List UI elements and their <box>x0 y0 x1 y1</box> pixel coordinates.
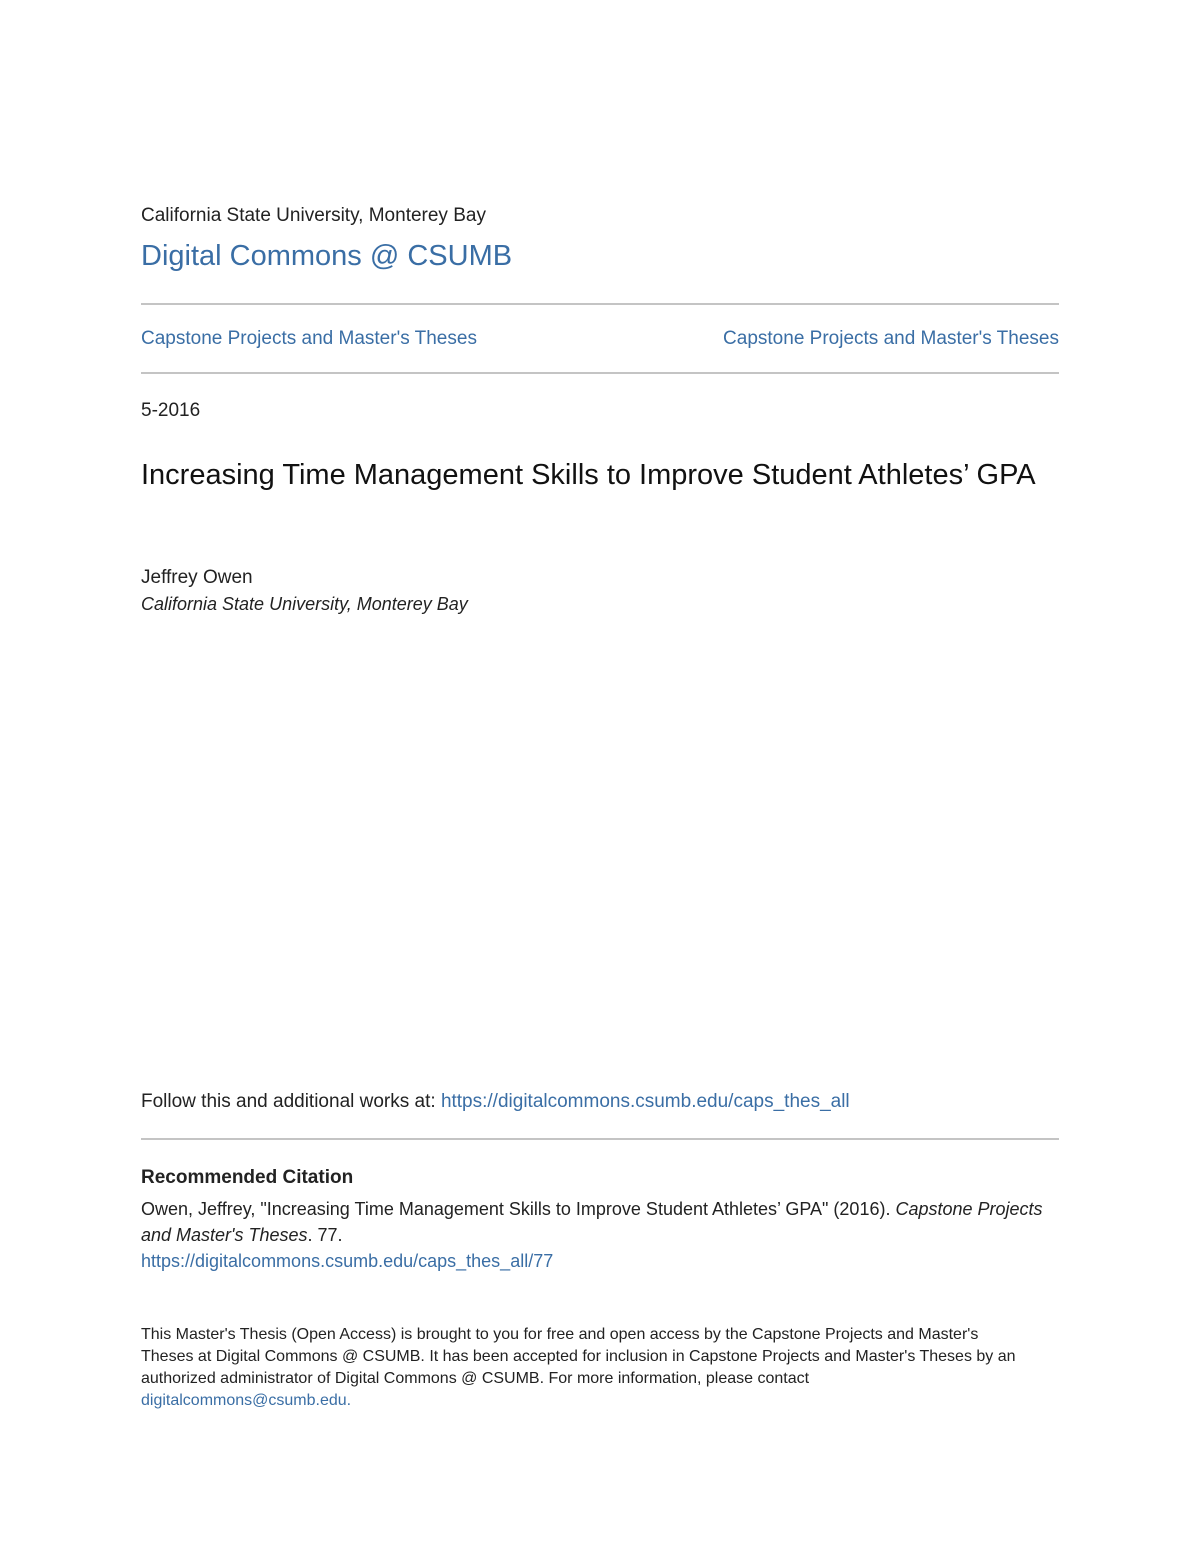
collection-link-left[interactable]: Capstone Projects and Master's Theses <box>141 328 477 349</box>
notice-end: . <box>346 1392 352 1409</box>
notice-text: This Master's Thesis (Open Access) is brought to you for free and open access by the Capstone Projects and Master's Theses at Digital Commons @ CSUMB. It has been accepted for inclusion in Capstone Projects and Master's Theses by an authorized administrator of Digital Commons @ CSUMB. For more information, please contact <box>141 1326 1016 1387</box>
document-title: Increasing Time Management Skills to Improve Student Athletes’ GPA <box>141 459 1036 491</box>
access-notice <box>141 1324 1021 1412</box>
collection-link-right[interactable]: Capstone Projects and Master's Theses <box>723 328 1059 349</box>
divider-top <box>141 303 1059 305</box>
follow-prefix: Follow this and additional works at: <box>141 1091 441 1112</box>
repository-link[interactable]: Digital Commons @ CSUMB <box>141 240 513 272</box>
divider-middle <box>141 372 1059 374</box>
citation-heading: Recommended Citation <box>141 1167 354 1188</box>
citation-block <box>141 1196 1059 1274</box>
citation-text: Owen, Jeffrey, "Increasing Time Management Skills to Improve Student Athletes’ GPA" (2016). <box>141 1199 896 1219</box>
divider-bottom <box>141 1138 1059 1140</box>
follow-line <box>141 1091 850 1113</box>
citation-url-link[interactable]: https://digitalcommons.csumb.edu/caps_thes_all/77 <box>141 1251 554 1271</box>
publication-date: 5-2016 <box>141 400 201 421</box>
cover-page <box>141 0 1059 1553</box>
author-name: Jeffrey Owen <box>141 567 253 588</box>
institution-name: California State University, Monterey Bay <box>141 205 486 226</box>
citation-series: Capstone Projects and Master's Theses <box>141 1199 1043 1245</box>
contact-email-link[interactable]: digitalcommons@csumb.edu <box>141 1392 347 1409</box>
collection-url-link[interactable]: https://digitalcommons.csumb.edu/caps_thes_all <box>440 1091 850 1112</box>
citation-number: . 77. <box>307 1225 343 1245</box>
author-affiliation: California State University, Monterey Bay <box>141 594 468 614</box>
